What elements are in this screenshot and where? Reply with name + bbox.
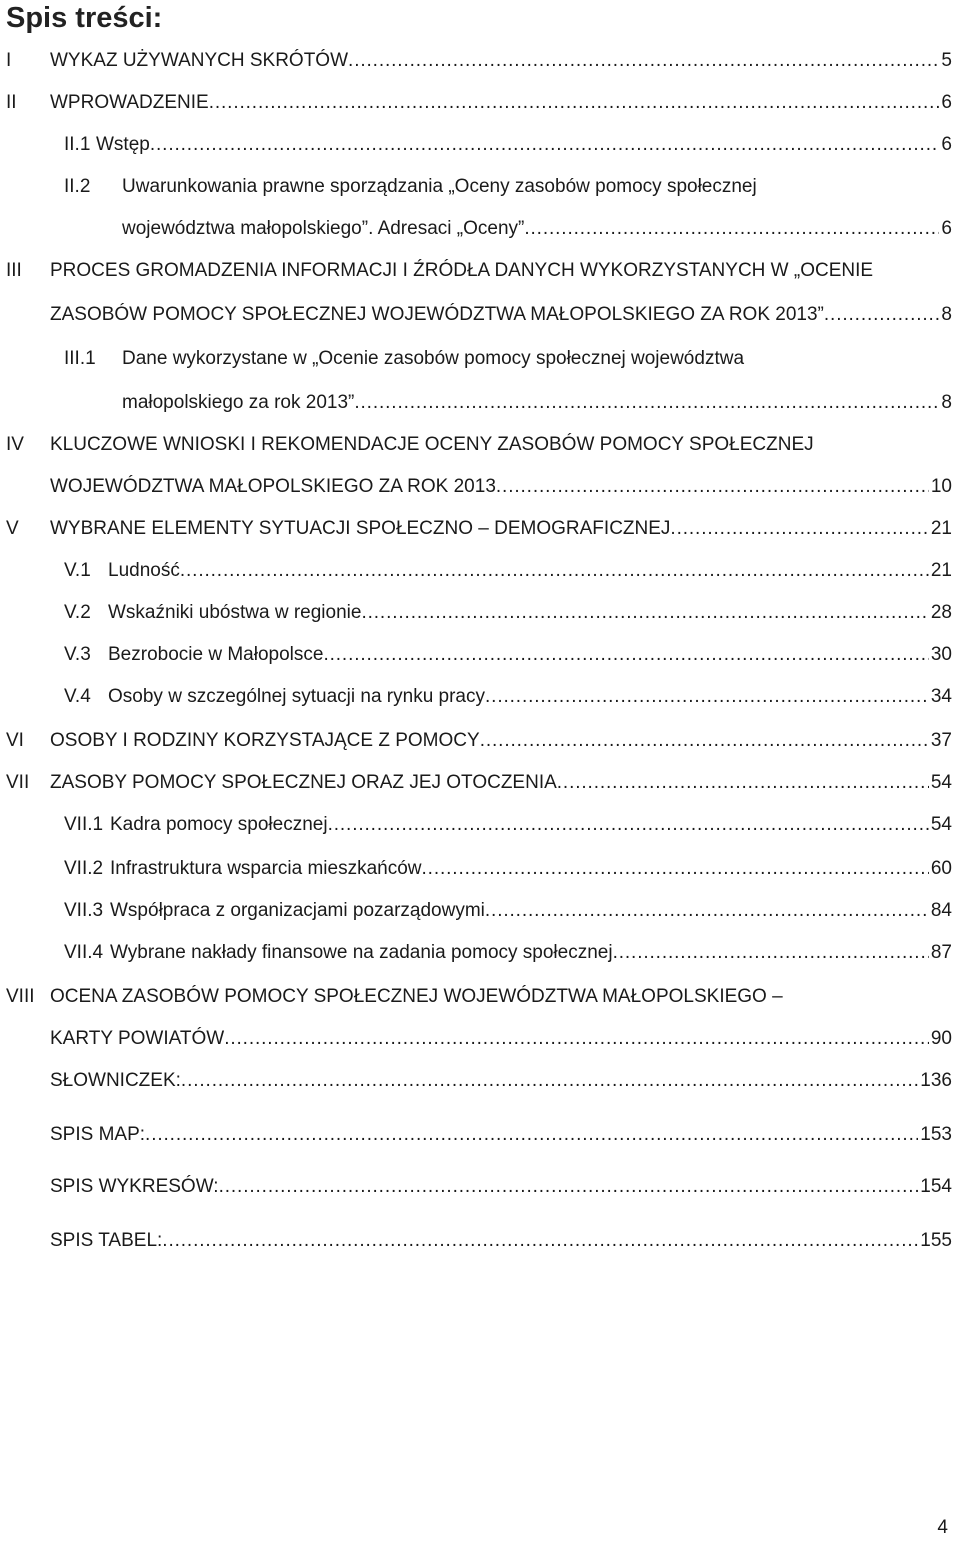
toc-entry-title: Współpraca z organizacjami pozarządowymi — [110, 900, 485, 921]
toc-entry[interactable] — [0, 682, 960, 712]
toc-entry-number: III — [6, 260, 22, 281]
toc-leader — [162, 1226, 918, 1256]
toc-entry-page: 54 — [930, 772, 952, 793]
toc-entry-continuation[interactable] — [0, 388, 960, 418]
toc-entry-title: ZASOBY POMOCY SPOŁECZNEJ ORAZ JEJ OTOCZENIA — [50, 772, 557, 793]
toc-entry-number: II.2 — [64, 176, 91, 197]
toc-entry-number: IV — [6, 434, 24, 455]
toc-entry[interactable] — [0, 256, 960, 286]
toc-entry-number: VI — [6, 730, 24, 751]
toc-entry-title: PROCES GROMADZENIA INFORMACJI I ŹRÓDŁA DANYCH WYKORZYSTANYCH W „OCENIE — [50, 260, 874, 281]
toc-entry-continuation[interactable] — [0, 214, 960, 244]
toc-entry[interactable] — [0, 938, 960, 968]
toc-entry-page: 21 — [930, 518, 952, 539]
toc-entry[interactable] — [0, 896, 960, 926]
toc-entry[interactable] — [0, 1120, 960, 1150]
toc-leader — [150, 130, 940, 160]
toc-entry-page: 6 — [941, 218, 952, 239]
toc-entry[interactable] — [0, 130, 960, 160]
toc-entry[interactable] — [0, 88, 960, 118]
toc-leader — [496, 472, 929, 502]
toc-entry-page: 37 — [930, 730, 952, 751]
toc-entry-title: Bezrobocie w Małopolsce — [108, 644, 324, 665]
toc-entry-title: WPROWADZENIE — [50, 92, 209, 113]
toc-entry-title: Infrastruktura wsparcia mieszkańców — [110, 858, 422, 879]
toc-entry-title: WYBRANE ELEMENTY SYTUACJI SPOŁECZNO – DEMOGRAFICZNEJ — [50, 518, 671, 539]
toc-entry-page: 84 — [930, 900, 952, 921]
toc-entry-number: II — [6, 92, 17, 113]
toc-entry-title: SPIS MAP: — [50, 1124, 146, 1145]
toc-entry-title: Kadra pomocy społecznej — [110, 814, 328, 835]
toc-entry[interactable] — [0, 854, 960, 884]
toc-entry-page: 10 — [930, 476, 952, 497]
toc-entry[interactable] — [0, 640, 960, 670]
toc-leader — [524, 214, 939, 244]
toc-entry-page: 90 — [930, 1028, 952, 1049]
toc-entry-number: III.1 — [64, 348, 96, 369]
toc-entry-title: SŁOWNICZEK: — [50, 1070, 181, 1091]
toc-entry-page: 153 — [920, 1124, 952, 1145]
toc-leader — [209, 88, 940, 118]
toc-entry-number: V.4 — [64, 686, 91, 707]
toc-entry-continuation[interactable] — [0, 1024, 960, 1054]
toc-entry-number: VIII — [6, 986, 35, 1007]
toc-leader — [480, 726, 929, 756]
toc-entry-page: 8 — [941, 304, 952, 325]
toc-entry-page: 5 — [941, 50, 952, 71]
toc-entry[interactable] — [0, 344, 960, 374]
toc-leader — [180, 556, 929, 586]
toc-entry-title: OCENA ZASOBÓW POMOCY SPOŁECZNEJ WOJEWÓDZTWA MAŁOPOLSKIEGO – — [50, 986, 783, 1007]
toc-leader — [145, 1120, 918, 1150]
toc-entry-number: VII.4 — [64, 942, 104, 963]
toc-entry-number: V — [6, 518, 19, 539]
toc-entry-title: Wybrane nakłady finansowe na zadania pomocy społecznej — [110, 942, 613, 963]
toc-entry[interactable] — [0, 598, 960, 628]
toc-entry[interactable] — [0, 810, 960, 840]
toc-leader — [557, 768, 929, 798]
toc-leader — [219, 1172, 919, 1202]
toc-entry-page: 8 — [941, 392, 952, 413]
toc-leader — [354, 388, 939, 418]
toc-leader — [328, 810, 929, 840]
toc-entry-number: VII.3 — [64, 900, 104, 921]
toc-entry-title: OSOBY I RODZINY KORZYSTAJĄCE Z POMOCY — [50, 730, 480, 751]
toc-entry-page: 6 — [941, 92, 952, 113]
toc-leader — [348, 46, 939, 76]
toc-entry-title-cont: małopolskiego za rok 2013” — [122, 392, 355, 413]
toc-entry-title-cont: KARTY POWIATÓW — [50, 1028, 225, 1049]
toc-entry-number: V.2 — [64, 602, 91, 623]
toc-entry[interactable] — [0, 172, 960, 202]
toc-entry-number: VII.1 — [64, 814, 104, 835]
toc-leader — [670, 514, 928, 544]
toc-entry-page: 60 — [930, 858, 952, 879]
toc-entry-page: 136 — [920, 1070, 952, 1091]
toc-entry[interactable] — [0, 1172, 960, 1202]
toc-leader — [613, 938, 929, 968]
toc-entry[interactable] — [0, 46, 960, 76]
toc-entry-page: 154 — [920, 1176, 952, 1197]
toc-entry-page: 54 — [930, 814, 952, 835]
toc-entry-title: SPIS WYKRESÓW: — [50, 1176, 219, 1197]
toc-entry-page: 30 — [930, 644, 952, 665]
toc-entry-number: I — [6, 50, 12, 71]
toc-entry-title: Wskaźniki ubóstwa w regionie — [108, 602, 362, 623]
toc-entry-page: 6 — [941, 134, 952, 155]
toc-entry-title: KLUCZOWE WNIOSKI I REKOMENDACJE OCENY ZASOBÓW POMOCY SPOŁECZNEJ — [50, 434, 814, 455]
toc-entry[interactable] — [0, 430, 960, 460]
toc-entry-number: II.1 — [64, 134, 91, 155]
toc-entry-number: VII — [6, 772, 30, 793]
toc-entry-page: 34 — [930, 686, 952, 707]
toc-entry-title: Wstęp — [96, 134, 150, 155]
toc-leader — [361, 598, 928, 628]
toc-leader — [824, 300, 940, 330]
toc-entry-title: Dane wykorzystane w „Ocenie zasobów pomocy społecznej województwa — [122, 348, 745, 369]
toc-entry-number: V.1 — [64, 560, 91, 581]
toc-entry[interactable] — [0, 514, 960, 544]
toc-entry-continuation[interactable] — [0, 300, 960, 330]
toc-entry-page: 87 — [930, 942, 952, 963]
toc-leader — [485, 682, 929, 712]
toc-entry[interactable] — [0, 1066, 960, 1096]
toc-entry[interactable] — [0, 726, 960, 756]
toc-heading: Spis treści: — [6, 2, 163, 34]
toc-entry[interactable] — [0, 556, 960, 586]
toc-entry-number: VII.2 — [64, 858, 104, 879]
toc-leader — [422, 854, 929, 884]
toc-leader — [485, 896, 929, 926]
toc-leader — [224, 1024, 929, 1054]
toc-leader — [323, 640, 928, 670]
toc-entry-page: 28 — [930, 602, 952, 623]
toc-entry[interactable] — [0, 1226, 960, 1256]
toc-entry-page: 155 — [920, 1230, 952, 1251]
toc-entry-title-cont: ZASOBÓW POMOCY SPOŁECZNEJ WOJEWÓDZTWA MAŁOPOLSKIEGO ZA ROK 2013” — [50, 304, 824, 325]
toc-entry-number: V.3 — [64, 644, 91, 665]
toc-entry-title: Osoby w szczególnej sytuacji na rynku pracy — [108, 686, 485, 707]
toc-entry-title-cont: WOJEWÓDZTWA MAŁOPOLSKIEGO ZA ROK 2013 — [50, 476, 496, 497]
toc-entry-title: SPIS TABEL: — [50, 1230, 163, 1251]
toc-entry-title: WYKAZ UŻYWANYCH SKRÓTÓW — [50, 50, 349, 71]
page-number: 4 — [937, 1517, 948, 1538]
toc-entry-title-cont: województwa małopolskiego”. Adresaci „Oceny” — [122, 218, 525, 239]
toc-entry[interactable] — [0, 982, 960, 1012]
toc-leader — [181, 1066, 918, 1096]
toc-entry-title: Ludność — [108, 560, 180, 581]
toc-entry-title: Uwarunkowania prawne sporządzania „Oceny zasobów pomocy społecznej — [122, 176, 757, 197]
toc-entry[interactable] — [0, 768, 960, 798]
toc-entry-continuation[interactable] — [0, 472, 960, 502]
toc-entry-page: 21 — [930, 560, 952, 581]
